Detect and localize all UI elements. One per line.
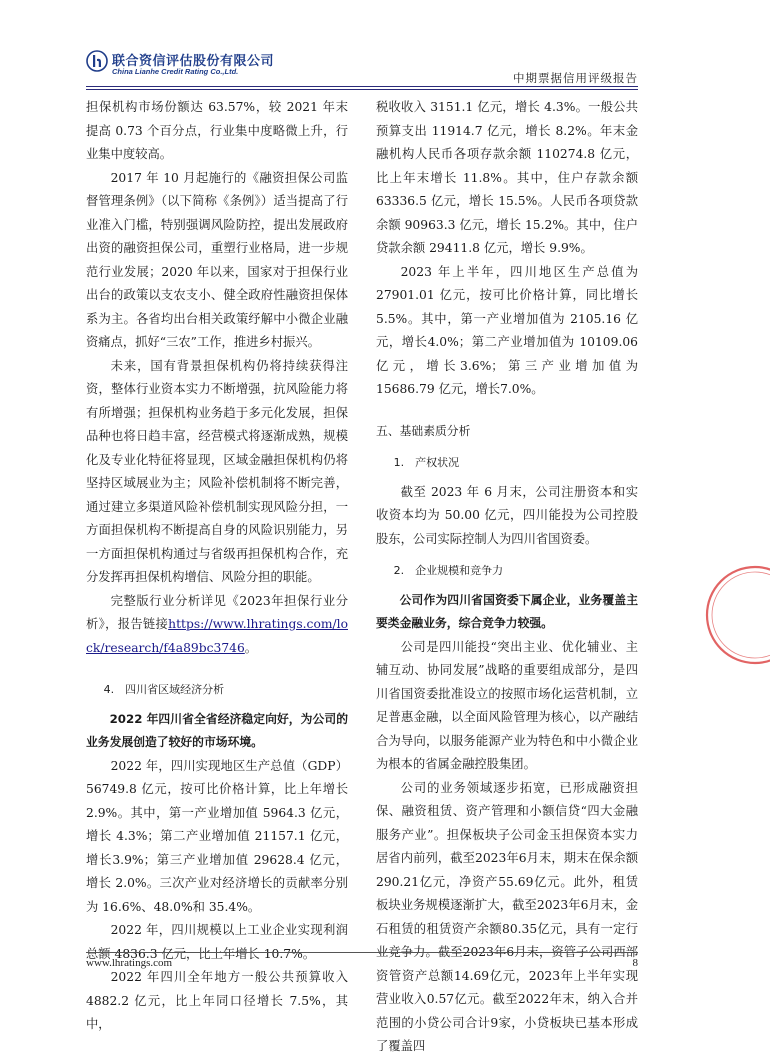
footer-url: www.lhratings.com <box>86 957 173 969</box>
company-name-cn: 联合资信评估股份有限公司 <box>112 54 275 69</box>
paragraph: 担保机构市场份额达 63.57%，较 2021 年末提高 0.73 个百分点，行业集中度略微上升，行业集中度较高。 <box>86 100 348 161</box>
link-prefix-text: 完整版行业分析详见《2023年担保行业分析》，报告链接 <box>86 593 348 631</box>
paragraph: 2022 年，四川实现地区生产总值（GDP）56749.8 亿元，按可比价格计算，比上年增长2.9%。其中，第一产业增加值 5964.3 亿元，增长 4.3%；第二产业增加值 21157.1 亿元，增长3.9%；第三产业增加值 29628.4 亿元，增长 2.0%。三次产业对经济增长的贡献率分别为 16.6%、48.0%和 35.4%。 <box>86 758 348 914</box>
subsection-heading: 1. 产权状况 <box>393 456 460 469</box>
header-divider-thin <box>86 89 638 90</box>
report-link[interactable]: https://www.lhratings.com/lock/research/f4a89bc3746 <box>86 617 348 655</box>
paragraph: 2022 年，四川规模以上工业企业实现利润总额 4836.3 亿元，比上年增长 10.7%。 <box>86 923 348 961</box>
paragraph: 未来，国有背景担保机构仍将持续获得注资，整体行业资本实力不断增强，抗风险能力将有所增强；担保机构业务趋于多元化发展，担保品种也将日趋丰富，经营模式将逐渐成熟，规模化及专业化特征将显现，区域金融担保机构仍将坚持区域展业为主；风险补偿机制将不断完善，通过建立多渠道风险补偿机制实现风险分担，一方面担保机构不断提高自身的风险识别能力，另一方面担保机构通过与省级再担保机构合作，充分发挥再担保机构增信、风险分担的职能。 <box>86 358 348 584</box>
paragraph: 2022 年四川全年地方一般公共预算收入4882.2 亿元，比上年同口径增长 7.5%，其中， <box>86 970 348 1031</box>
paragraph <box>86 590 348 661</box>
right-column <box>376 96 638 1059</box>
paragraph: 截至 2023 年 6 月末，公司注册资本和实收资本均为 50.00 亿元，四川能投为公司控股股东，公司实际控制人为四川省国资委。 <box>376 484 638 546</box>
footer-divider <box>86 952 638 953</box>
key-point: 公司作为四川省国资委下属企业，业务覆盖主要类金融业务，综合竞争力较强。 <box>376 592 638 630</box>
paragraph: 税收收入 3151.1 亿元，增长 4.3%。一般公共预算支出 11914.7 亿元，增长 8.2%。年末金融机构人民币各项存款余额 110274.8 亿元，比上年末增长 11.8%。其中，住户存款余额 63336.5 亿元，增长 15.5%。人民币各项贷款余额 90963.3 亿元，增长 15.2%。其中，住户贷款余额 29411.8 亿元，增长 9.9%。 <box>376 100 638 255</box>
company-seal-stamp <box>680 560 770 670</box>
report-title: 中期票据信用评级报告 <box>513 71 638 85</box>
section-heading: 五、基础素质分析 <box>376 423 471 438</box>
header-divider <box>86 86 638 87</box>
subsection-heading: 4. 四川省区域经济分析 <box>103 683 225 696</box>
left-column <box>86 96 348 1037</box>
subsection-heading: 2. 企业规模和竞争力 <box>393 564 504 577</box>
paragraph: 公司的业务领域逐步拓宽，已形成融资担保、融资租赁、资产管理和小额信贷“四大金融服务产业”。担保板块子公司金玉担保资本实力居省内前列，截至2023年6月末，期末在保余额290.21亿元，净资产55.69亿元。此外，租赁板块业务规模逐渐扩大，截至2023年6月末，金石租赁的租赁资产余额80.35亿元，具有一定行业竞争力。截至2023年6月末，资管子公司西部资管资产总额14.69亿元，2023年上半年实现营业收入0.57亿元。截至2022年末，纳入合并范围的小贷公司合计9家，小贷板块已基本形成了覆盖四 <box>376 780 638 1053</box>
page-header <box>0 0 724 92</box>
company-name-en: China Lianhe Credit Rating Co.,Ltd. <box>112 67 239 76</box>
lianhe-logo-icon <box>86 50 108 72</box>
link-suffix-text: 。 <box>244 640 258 655</box>
paragraph: 公司是四川能投“突出主业、优化辅业、主辅互动、协同发展”战略的重要组成部分，是四川省国资委批准设立的按照市场化运营机制，立足普惠金融，以全面风险管理为核心，以产融结合为导向，以服务能源产业为特色和中小微企业为根本的省属金融控股集团。 <box>376 639 638 771</box>
paragraph: 2017 年 10 月起施行的《融资担保公司监督管理条例》（以下简称《条例》）适当提高了行业准入门槛，特别强调风险防控，提出发展政府出资的融资担保公司，重塑行业格局，进一步规范行业发展；2020 年以来，国家对于担保行业出台的政策以支农支小、健全政府性融资担保体系为主。各省均出台相关政策纾解中小微企业融资痛点，抓好“三农”工作，推进乡村振兴。 <box>86 170 348 349</box>
paragraph: 2023 年上半年，四川地区生产总值为27901.01 亿元，按可比价格计算，同比增长 5.5%。其中，第一产业增加值为 2105.16 亿元，增长4.0%；第二产业增加值为 10109.06 亿元，增长3.6%；第三产业增加值为 15686.79 亿元，增长7.0%。 <box>376 264 638 396</box>
page-number: 8 <box>632 957 638 969</box>
key-point: 2022 年四川省全省经济稳定向好，为公司的业务发展创造了较好的市场环境。 <box>86 711 348 749</box>
